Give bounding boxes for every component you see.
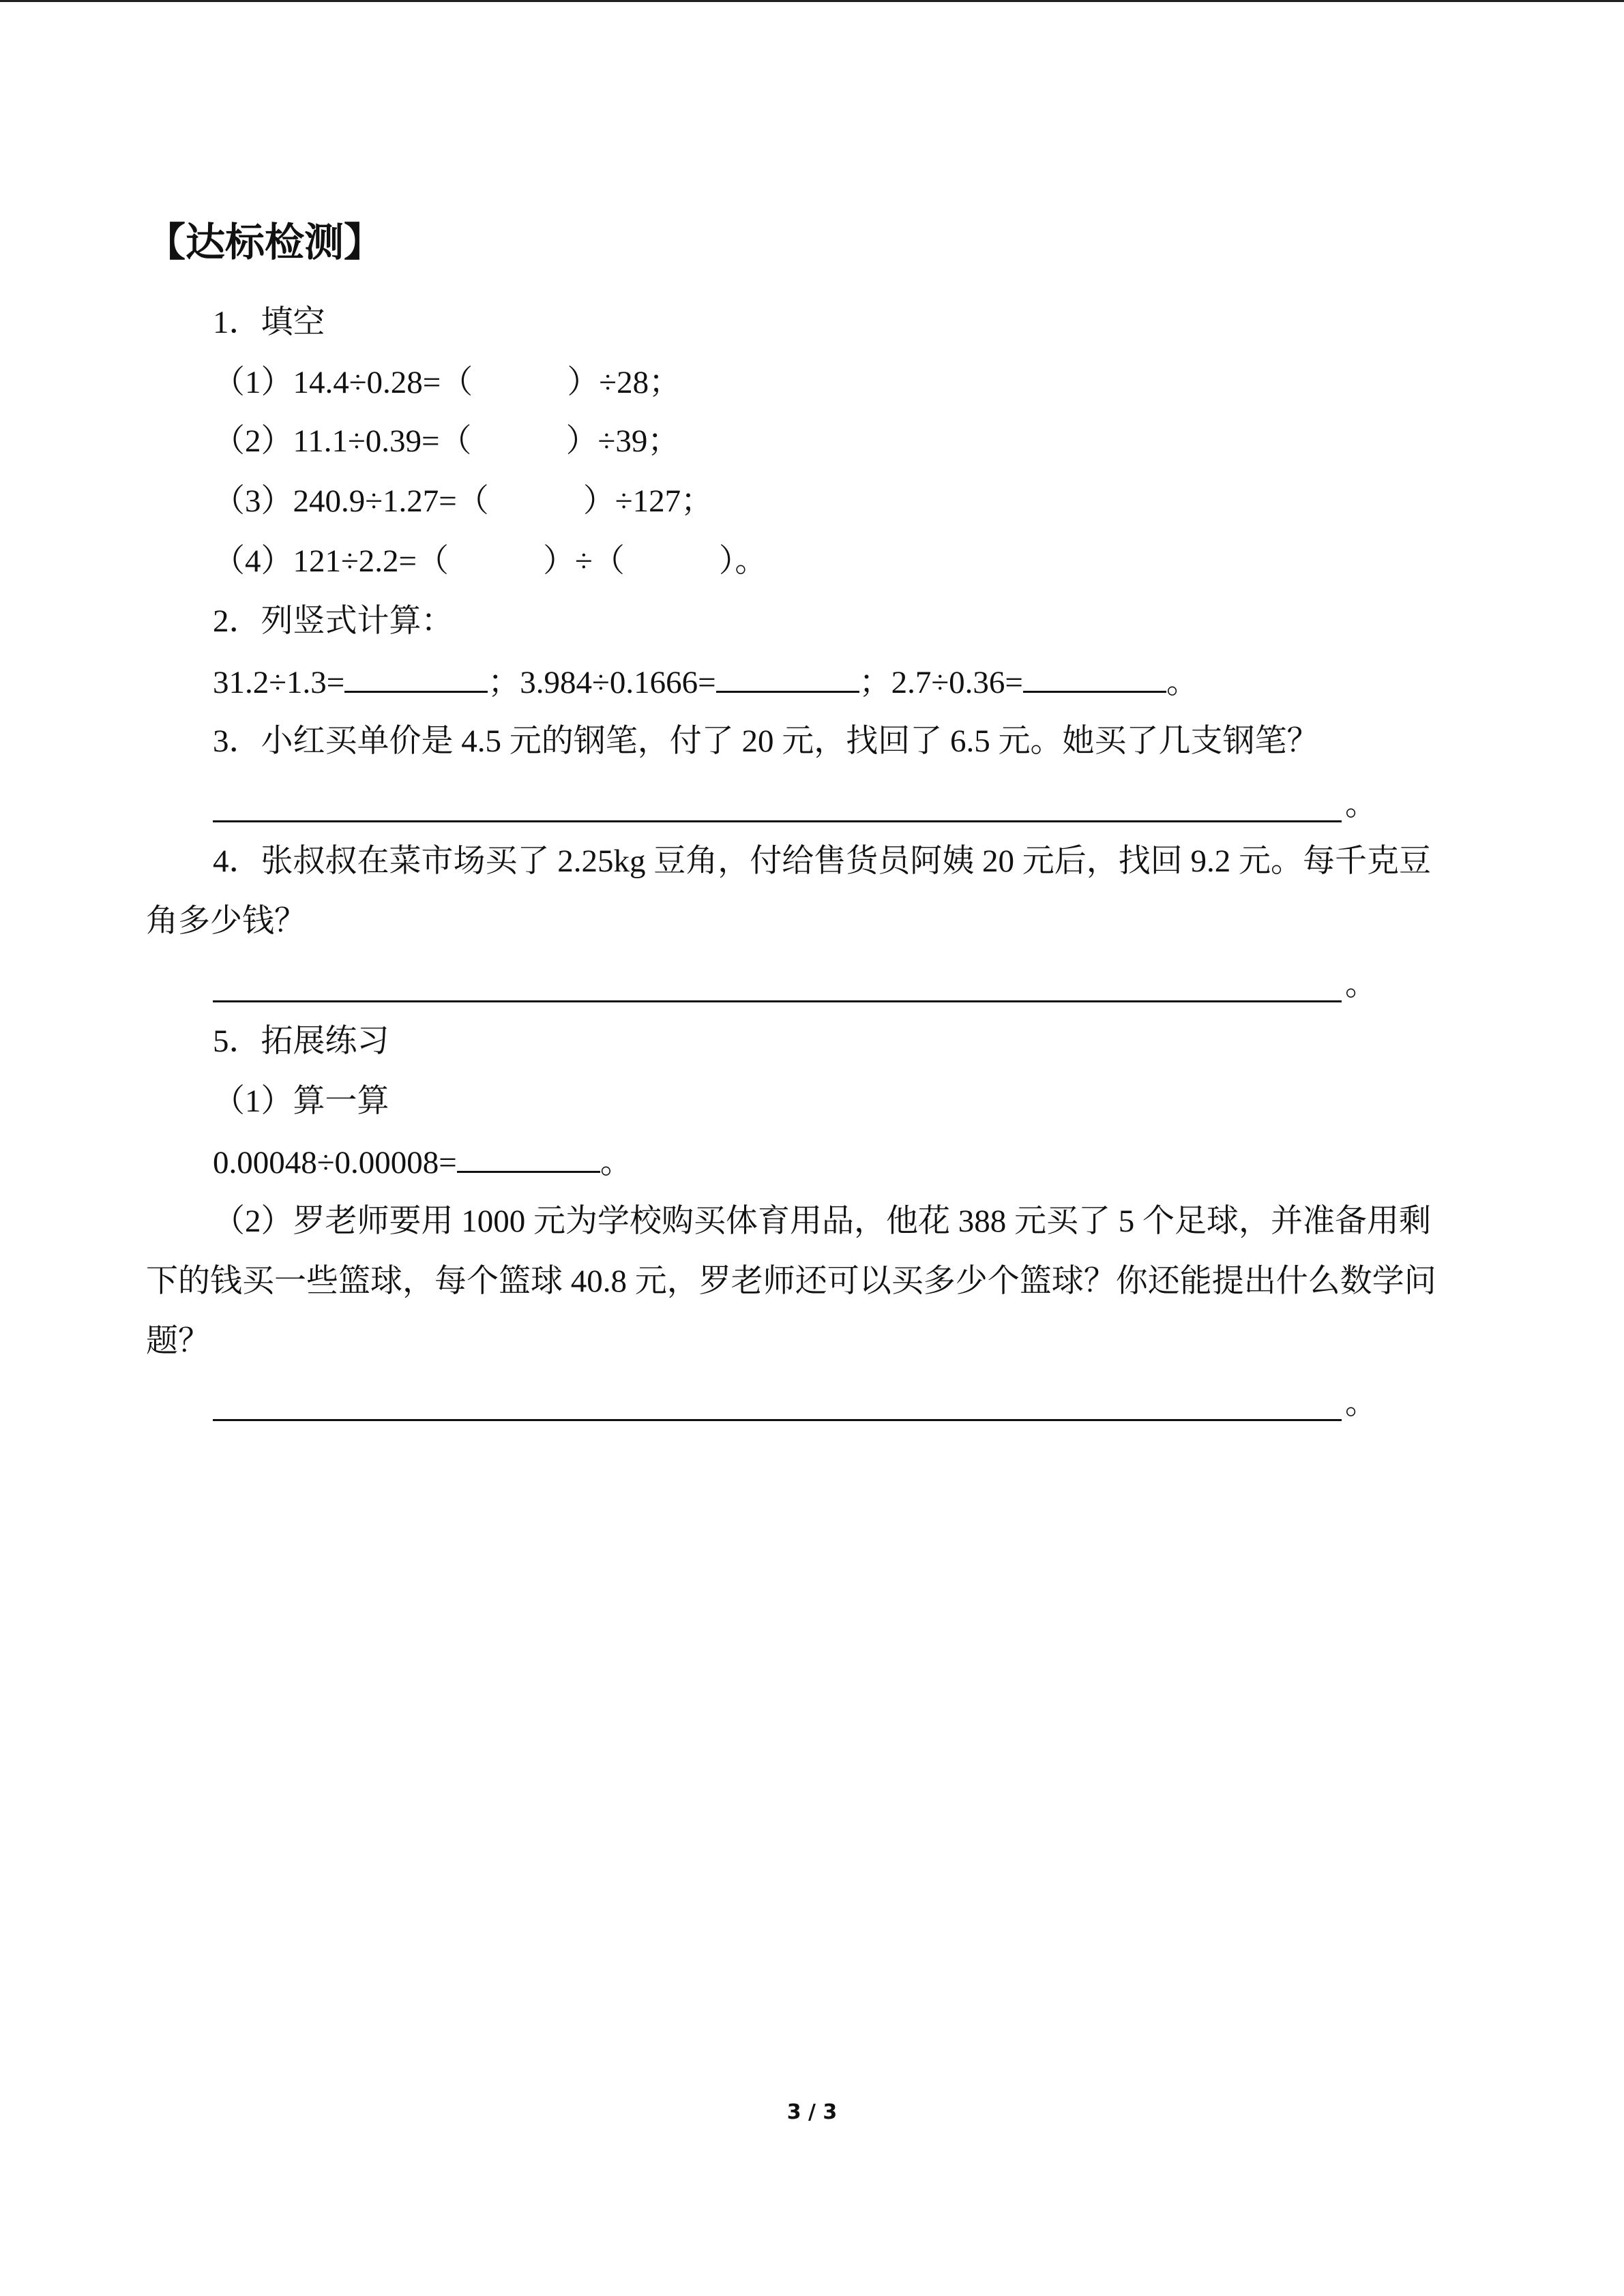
q2-title: 2．列竖式计算： [213, 603, 454, 639]
q3-end: 。 [1345, 787, 1377, 822]
q2-blank-3[interactable] [1023, 661, 1166, 693]
q2-expr-3: ；2.7÷0.36= [859, 665, 1023, 700]
q5-sub-2-line-2: 下的钱买一些篮球，每个篮球 40.8 元，罗老师还可以买多少个篮球？你还能提出什么数学问 [146, 1264, 1436, 1299]
q1-item-3-right: ）÷127； [582, 483, 713, 519]
q2-end: 。 [1166, 665, 1198, 700]
q5-calc-expr: 0.00048÷0.00008= [213, 1145, 457, 1180]
q1-item-2 [213, 421, 679, 462]
page-top-border [0, 0, 1624, 2]
q5-sub-1: （1）算一算 [213, 1084, 389, 1119]
q3-answer-line[interactable] [213, 820, 1342, 822]
q4-line-2: 角多少钱？ [146, 904, 306, 939]
q2-blank-1[interactable] [344, 661, 488, 693]
q1-item-3 [213, 481, 713, 522]
q3-text: 3．小红买单价是 4.5 元的钢笔，付了 20 元，找回了 6.5 元。她买了几支钢笔？ [213, 724, 1319, 759]
q1-title: 1．填空 [213, 305, 325, 340]
q1-item-1-left: （1）14.4÷0.28=（ [213, 365, 473, 400]
q5-calc-blank[interactable] [457, 1141, 600, 1173]
q2-expr-2: ；3.984÷0.1666= [488, 665, 716, 700]
q1-item-4 [213, 541, 767, 582]
q5-title: 5．拓展练习 [213, 1024, 389, 1059]
q4-answer-line[interactable] [213, 1000, 1342, 1002]
q1-item-4-left: （4）121÷2.2=（ [213, 543, 449, 579]
q2-expressions [213, 661, 1198, 703]
q1-item-1-right: ）÷28； [567, 365, 681, 400]
section-heading: 【达标检测】 [146, 219, 384, 265]
q1-item-2-left: （2）11.1÷0.39=（ [213, 423, 472, 459]
q2-expr-1: 31.2÷1.3= [213, 665, 345, 700]
q1-item-3-left: （3）240.9÷1.27=（ [213, 483, 489, 519]
q5-sub-2-line-3: 题？ [146, 1324, 210, 1359]
q4-end: 。 [1345, 967, 1377, 1002]
q5-sub-2-line-1: （2）罗老师要用 1000 元为学校购买体育用品，他花 388 元买了 5 个足球，并准备用剩 [213, 1204, 1431, 1239]
q1-item-4-mid: ）÷（ [543, 543, 625, 579]
q1-item-2-right: ）÷39； [565, 423, 680, 459]
q4-line-1: 4．张叔叔在菜市场买了 2.25kg 豆角，付给售货员阿姨 20 元后，找回 9.2 元。每千克豆 [213, 844, 1431, 879]
q5-calc-end: 。 [600, 1145, 632, 1180]
page-number: 3 / 3 [786, 2100, 838, 2124]
q2-blank-2[interactable] [716, 661, 859, 693]
q5-calc [213, 1141, 632, 1183]
q5-answer-line[interactable] [213, 1419, 1342, 1421]
q1-item-4-right: ）。 [718, 543, 767, 579]
q5-end: 。 [1345, 1386, 1377, 1421]
q1-item-1 [213, 362, 681, 403]
